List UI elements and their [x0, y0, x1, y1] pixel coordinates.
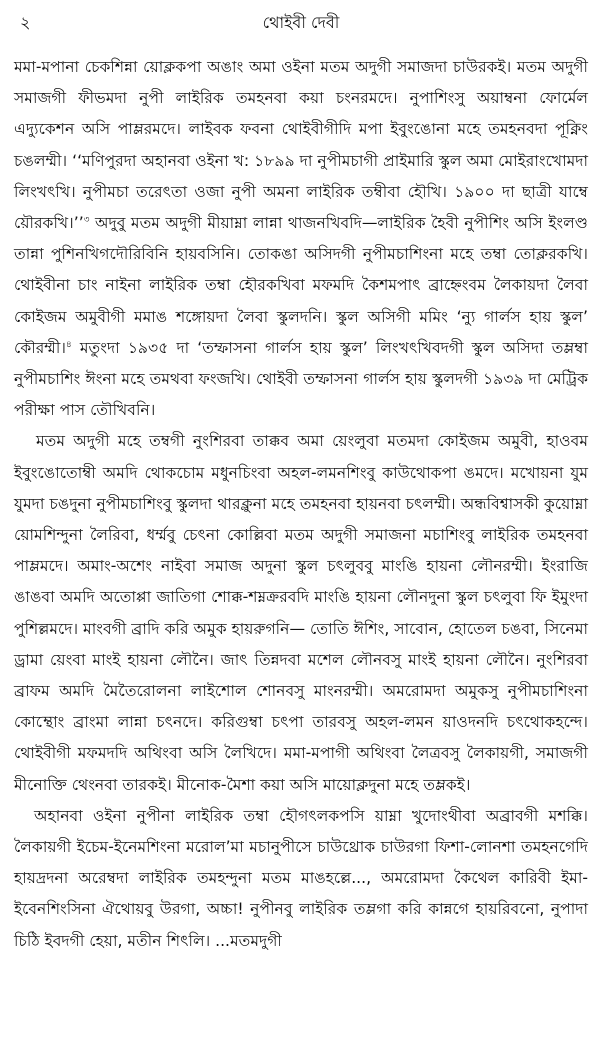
body-text — [14, 52, 588, 957]
paragraph-3: অহানবা ওইনা নুপীনা লাইরিক তম্বা হৌগৎলকপসি য়াম্না খুদোংথীবা অব্রাবগী মশক্কি। লৈকায়গী ইচেম-ইনেমশিংনা মরোল’মা মচানুপীসে চাউথ্রোক চাউরগা ফিশা-লোনশা তমহনগেদি হায়দ্রদনা অরেম্বদা লাইরিক তমহন্দুনা মতম মাঙহল্লে..., অমরোমদা কৈথেল কারিবী ইমা-ইবেনশিংসিনা ঐথোয়বু উরগা, অচ্চা! নুপীনবু লাইরিক তম্লগা করি কান্নগে হায়রিবনো, নুপাদা চিঠি ইবদগী হেয়া, মতীন শিৎলি। ...মতমদুগী — [14, 806, 588, 950]
paragraph-1-part-2: অদুবু মতম অদুগী মীয়াম্না লান্না থাজনখিবদি—লাইরিক হৈবী নুপীশিং অসি ইংলণ্ড তান্না পুশিনখিগদৌরিবিনি হায়বসিনি। তোকঙা অসিদগী নুপীমচাশিংনা মহে তম্বা তোক্লরকখি। থোইবীনা চাং নাইনা লাইরিক তম্বা হৌরকখিবা মফমদি কৈশমপাৎ ব্রাহ্নেংবম লৈকায়দা লৈবা কোইজম অমুবীগী মমাঙ শঙ্গোয়দা লৈবা স্কুলদনি। স্কুল অসিগী মমিং ‘ন্যু গার্লস হায় স্কুল’ কৌরম্মী। — [14, 214, 588, 357]
paragraph-1-part-3: মতুংদা ১৯৩৫ দা ‘তম্ফাসনা গার্লস হায় স্কুল’ লিংখৎখিবদগী স্কুল অসিদা তম্লম্বা নুপীমচাশিং ঈংনা মহে তমথবা ফংজখি। থোইবী তম্ফাসনা গার্লস হায় স্কুলদগী ১৯৩৯ দা মেট্রিক পরীক্ষা পাস তৌখিবনি। — [14, 338, 588, 420]
footnote-mark-3: ৩ — [83, 214, 90, 225]
paragraph-1-part-1: মমা-মপানা চেকশিন্না য়োক্লকপা অঙাং অমা ওইনা মতম অদুগী সমাজদা চাউরকই। মতম অদুগী সমাজগী ফীভমদা নুপী লাইরিক তমহনবা কয়া চংনরমদে। নুপাশিংসু অয়াম্বনা ফোর্মেল এদ্যুকেশন অসি পাম্লরমদে। লাইবক ফবনা থোইবীগীদি মপা ইবুংঙোনা মহে তমহনবদা পূক্নিং চঙলম্মী। ‘‘মণিপুরদা অহানবা ওইনা খ: ১৮৯৯ দা নুপীমচাগী প্রাইমারি স্কুল অমা মোইরাংখোমদা লিংখৎখি। নুপীমচা তরেৎতা ওজা নুপী অমনা লাইরিক তম্বীবা হৌখি। ১৯০০ দা ছাত্রী যাম্বে য়ৌরকখি।’’ — [14, 58, 588, 233]
footnote-mark-4: ৪ — [65, 339, 72, 350]
page-number: ২ — [20, 13, 31, 32]
paragraph-2: মতম অদুগী মহে তম্বগী নুংশিরবা তাক্কব অমা য়েংলুবা মতমদা কোইজম অমুবী, হাওবম ইবুংঙোতোম্বী অমদি থোকচোম মধুনচিংবা অহল-লমনশিংবু কাউথোকপা ঙমদে। মখোয়না যুম যুমদা চঙদুনা নুপীমচাশিংবু স্কুলদা থারক্লুনা মহে তমহনবা হায়নবা চৎলম্মী। অন্ধবিশ্বাসকী কুয়োম্না য়োমশিন্দুনা লৈরিবা, ধর্ম্মবু চেৎনা কোল্লিবা মতম অদুগী সমাজনা মচাশিংবু লাইরিক তমহনবা পাম্লমদে। অমাং-অশেং নাইবা সমাজ অদুনা স্কুল চৎলুববু মাংঙি হায়না লৌনরম্মী। ইংরাজি ঙাঙবা অমদি অতোপ্পা জাতিগা শোক্ক-শম্নক্ররবদি মাংঙি হায়না লৌনদুনা স্কুল চৎলুবা ফি ইমুংদা পুশিল্লমদে। মাংবগী ব্রাদি করি অমুক হায়রুগনি— তোতি ঈশিং, সাবোন, হোতেল চঙবা, সিনেমা ড্রামা য়েংবা মাংই হায়না লৌনৈ। জাৎ তিন্নদবা মশেল লৌনবসু মাংই হায়না লৌনৈ। নুংশিরবা ব্রাফম অমদি মৈতৈরোলনা লাইশোল শোনবসু মাংনরম্মী। অমরোমদা অমুকসু নুপীমচাশিংনা কোম্থোং ব্রাংমা লান্না চৎনদে। করিগুম্বা চৎপা তারবসু অহল-লমন য়াওদনদি চৎথোকহন্দে। থোইবীগী মফমদদি অথিংবা অসি লৈখিদে। মমা-মপাগী অথিংবা লৈত্রবসু লৈকায়গী, সমাজগী মীনোক্তি থেংনবা তারকই। মীনোক-মৈশা কয়া অসি মায়োক্লদুনা মহে তম্লকই। — [14, 432, 588, 794]
paragraph-1 — [14, 52, 588, 426]
page-header — [14, 10, 588, 36]
running-title: থোইবী দেবী — [262, 13, 340, 32]
